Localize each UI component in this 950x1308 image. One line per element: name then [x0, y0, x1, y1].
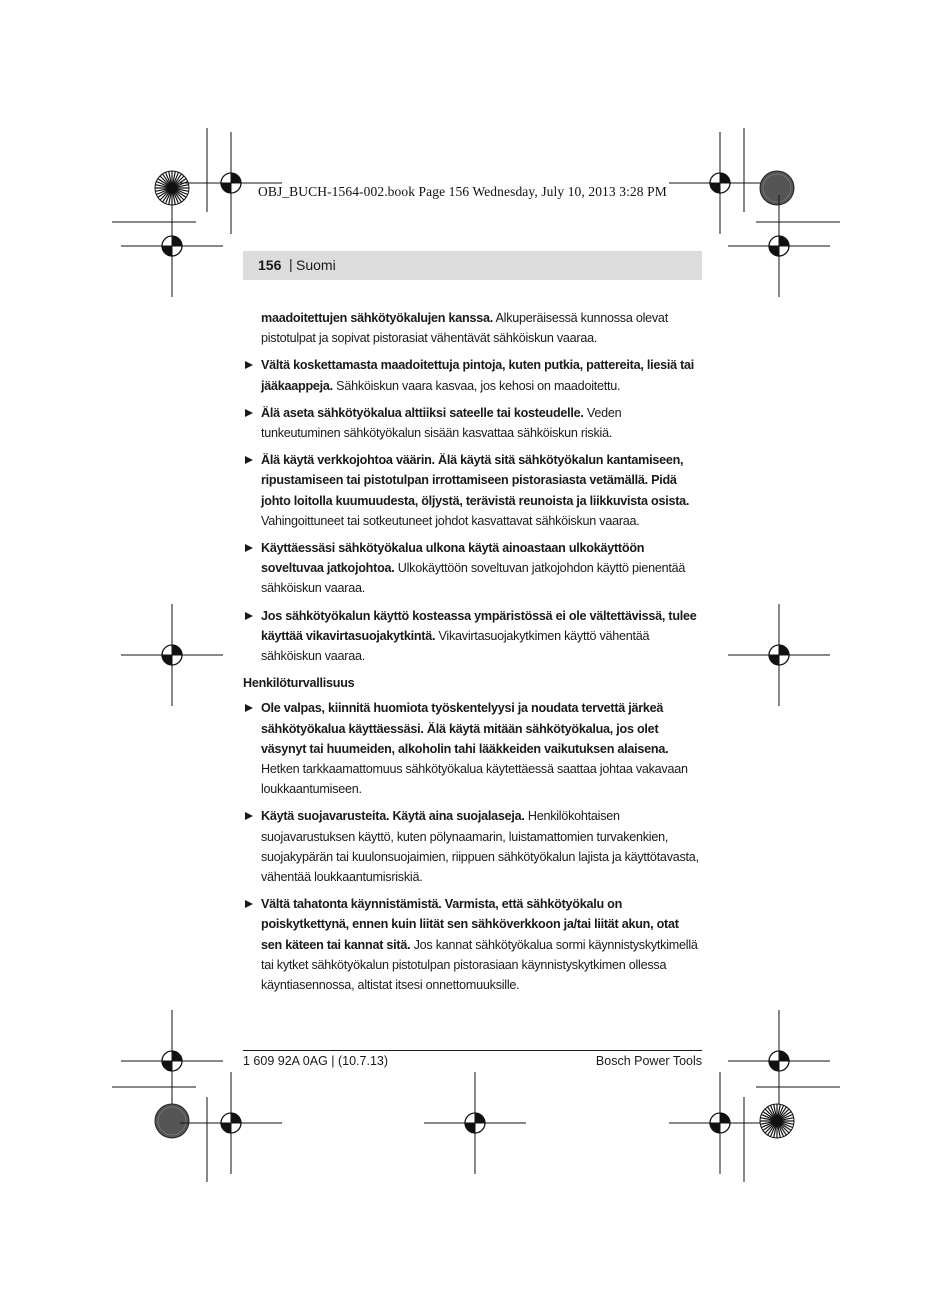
bullet-arrow-icon: [245, 544, 253, 552]
item-text: Henkilökohtaisen suojavarustuksen käyttö, kuten pölynaamarin, luistamattomien turvakenkien, suojakypärän tai kuulonsuojaimien, riippuen sähkötyökalun lajista ja käyttötavasta, vähentää loukkaantumisriskiä.: [261, 809, 699, 885]
bullet-arrow-icon: [245, 900, 253, 908]
bullet-arrow-icon: [245, 812, 253, 820]
intro-text: Alkuperäisessä kunnossa olevat pistotulpat ja sopivat pistorasiat vähentävät sähköiskun vaaraa.: [261, 311, 668, 346]
item-bold: Käytä suojavarusteita. Käytä aina suojalaseja.: [261, 809, 525, 824]
bullet-arrow-icon: [245, 361, 253, 369]
intro-bold: maadoitettujen sähkötyökalujen kanssa.: [261, 311, 493, 325]
list-item: [243, 538, 702, 599]
item-bold: Käyttäessäsi sähkötyökalua ulkona käytä ainoastaan ulkokäyttöön soveltuvaa jatkojohtoa.: [261, 541, 645, 576]
item-bold: Älä käytä verkkojohtoa väärin. Älä käytä sitä sähkötyökalun kantamiseen, ripustamiseen tai pistotulpan irrottamiseen pistorasiasta vetämällä. Pidä johto loitolla kuumuudesta, öljystä, terävistä reunoista ja liikkuvista osista.: [261, 453, 690, 508]
item-bold: Ole valpas, kiinnitä huomiota työskentelyysi ja noudata tervettä järkeä sähkötyökalua käyttäessäsi. Älä käytä mitään sähkötyökalua, jos olet väsynyt tai huumeiden, alkoholin tahi lääkkeiden vaikutuksen alaisena.: [261, 701, 669, 756]
print-filename-line: OBJ_BUCH-1564-002.book Page 156 Wednesday, July 10, 2013 3:28 PM: [258, 184, 667, 199]
list-item: [243, 450, 702, 531]
item-text: Sähköiskun vaara kasvaa, jos kehosi on maadoitettu.: [332, 378, 621, 393]
page-header: [243, 251, 702, 280]
item-text: Vikavirtasuojakytkimen käyttö vähentää sähköiskun vaaraa.: [261, 628, 650, 664]
item-text: Ulkokäyttöön soveltuvan jatkojohdon käyttö pienentää sähköiskun vaaraa.: [261, 561, 686, 596]
list-item: [243, 698, 702, 799]
footer-rule: [243, 1050, 702, 1051]
list-item: [243, 355, 702, 395]
list-item: [243, 894, 702, 995]
item-text: Veden tunkeutuminen sähkötyökalun sisään kasvattaa sähköiskun riskiä.: [261, 405, 622, 441]
list-item: [243, 806, 702, 887]
bullet-arrow-icon: [245, 612, 253, 620]
item-text: Hetken tarkkaamattomuus sähkötyökalua käytettäessä saattaa johtaa vakavaan loukkaantumiseen.: [261, 762, 688, 797]
section-heading: Henkilöturvallisuus: [243, 676, 355, 691]
item-text: Vahingoittuneet tai sotkeutuneet johdot kasvattavat sähköiskun vaaraa.: [261, 513, 640, 528]
page-body: [243, 308, 702, 1002]
item-bold: Vältä koskettamasta maadoitettuja pintoja, kuten putkia, pattereita, liesiä tai jääkaappeja.: [261, 358, 695, 393]
list-item: [243, 403, 702, 443]
bullet-arrow-icon: [245, 704, 253, 712]
list-item: [243, 606, 702, 667]
bullet-arrow-icon: [245, 456, 253, 464]
footer-doc-number: 1 609 92A 0AG | (10.7.13): [243, 1054, 389, 1068]
item-text: Jos kannat sähkötyökalua sormi käynnistyskytkimellä tai kytket sähkötyökalun pistotulpan pistorasiaan käynnistyskytkimen ollessa käyntiasennossa, altistat itsesi onnettomuuksille.: [261, 937, 698, 993]
footer-brand: Bosch Power Tools: [595, 1054, 702, 1068]
page-number: 156: [258, 257, 282, 273]
intro-paragraph: [243, 308, 702, 348]
item-bold: Jos sähkötyökalun käyttö kosteassa ympäristössä ei ole vältettävissä, tulee käyttää vikavirtasuojakytkintä.: [261, 608, 697, 643]
item-bold: Älä aseta sähkötyökalua alttiiksi sateelle tai kosteudelle.: [261, 405, 584, 420]
bullet-arrow-icon: [245, 409, 253, 417]
header-separator: |: [289, 256, 293, 272]
header-language: Suomi: [296, 257, 336, 273]
item-bold: Vältä tahatonta käynnistämistä. Varmista, että sähkötyökalu on poiskytkettynä, ennen kuin liität sen sähköverkkoon ja/tai liität akun, otat sen käteen tai kannat sitä.: [261, 897, 679, 952]
